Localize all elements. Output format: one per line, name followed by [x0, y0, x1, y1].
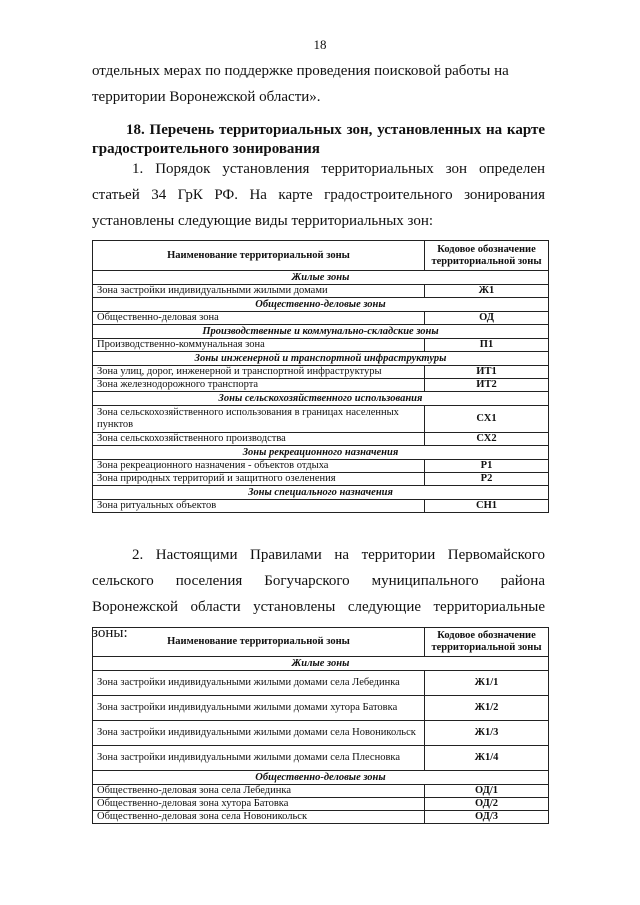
zone-name: Зона застройки индивидуальными жилыми домами села Лебединка	[93, 671, 425, 696]
zones-table-1	[92, 240, 549, 513]
paragraph-2: 2. Настоящими Правилами на территории Первомайского сельского поселения Богучарского муниципального района Воронежской области установлены следующие территориальные зоны:	[92, 547, 545, 641]
table-row	[93, 500, 549, 513]
header-zone-name: Наименование территориальной зоны	[93, 628, 425, 657]
table-row	[93, 406, 549, 433]
group-title: Зоны специального назначения	[93, 486, 549, 500]
group-title: Общественно-деловые зоны	[93, 771, 549, 785]
zone-name: Зона застройки индивидуальными жилыми домами	[93, 285, 425, 298]
zone-name: Зона застройки индивидуальными жилыми домами хутора Батовка	[93, 696, 425, 721]
table-header-row	[93, 628, 549, 657]
zone-code: Р2	[425, 473, 549, 486]
zone-code: Ж1	[425, 285, 549, 298]
group-row	[93, 657, 549, 671]
zone-code: ИТ1	[425, 366, 549, 379]
zone-code: Р1	[425, 460, 549, 473]
zone-name: Зона сельскохозяйственного производства	[93, 433, 425, 446]
zone-name: Зона рекреационного назначения - объектов отдыха	[93, 460, 425, 473]
table-row	[93, 721, 549, 746]
group-row	[93, 298, 549, 312]
zone-code: СХ1	[425, 406, 549, 433]
zone-name: Общественно-деловая зона села Новоникольск	[93, 811, 425, 824]
group-row	[93, 486, 549, 500]
table-row	[93, 433, 549, 446]
zone-name: Зона застройки индивидуальными жилыми домами села Плесновка	[93, 746, 425, 771]
zone-code: Ж1/4	[425, 746, 549, 771]
group-row	[93, 771, 549, 785]
group-title: Зоны рекреационного назначения	[93, 446, 549, 460]
group-title: Общественно-деловые зоны	[93, 298, 549, 312]
group-title: Производственные и коммунально-складские зоны	[93, 325, 549, 339]
group-row	[93, 446, 549, 460]
page-number: 18	[313, 37, 327, 52]
table-row	[93, 798, 549, 811]
table-row	[93, 379, 549, 392]
group-row	[93, 352, 549, 366]
group-row	[93, 392, 549, 406]
table-row	[93, 671, 549, 696]
zone-code: ОД	[425, 312, 549, 325]
zone-code: Ж1/1	[425, 671, 549, 696]
zone-code: ОД/2	[425, 798, 549, 811]
zone-name: Зона застройки индивидуальными жилыми домами села Новоникольск	[93, 721, 425, 746]
header-zone-code: Кодовое обозначение территориальной зоны	[425, 628, 549, 657]
zone-name: Общественно-деловая зона хутора Батовка	[93, 798, 425, 811]
zone-name: Зона сельскохозяйственного использования в границах населенных пунктов	[93, 406, 425, 433]
zone-name: Общественно-деловая зона села Лебединка	[93, 785, 425, 798]
section-heading: 18. Перечень территориальных зон, установленных на карте градостроительного зонирования	[92, 122, 545, 157]
group-row	[93, 271, 549, 285]
zone-code: Ж1/3	[425, 721, 549, 746]
zones-table-2	[92, 627, 549, 824]
table-row	[93, 285, 549, 298]
group-row	[93, 325, 549, 339]
zone-code: СН1	[425, 500, 549, 513]
zone-code: Ж1/2	[425, 696, 549, 721]
table-row	[93, 473, 549, 486]
group-title: Жилые зоны	[93, 271, 549, 285]
header-zone-code: Кодовое обозначение территориальной зоны	[425, 241, 549, 271]
zone-code: СХ2	[425, 433, 549, 446]
zone-name: Общественно-деловая зона	[93, 312, 425, 325]
zone-name: Зона природных территорий и защитного озеленения	[93, 473, 425, 486]
group-title: Жилые зоны	[93, 657, 549, 671]
header-zone-name: Наименование территориальной зоны	[93, 241, 425, 271]
zone-name: Зона ритуальных объектов	[93, 500, 425, 513]
table-header-row	[93, 241, 549, 271]
zone-code: ОД/3	[425, 811, 549, 824]
continuation-paragraph: отдельных мерах по поддержке проведения поисковой работы на территории Воронежской области».	[92, 63, 509, 105]
table-row	[93, 339, 549, 352]
zone-code: ОД/1	[425, 785, 549, 798]
table-row	[93, 811, 549, 824]
table-row	[93, 460, 549, 473]
zone-name: Производственно-коммунальная зона	[93, 339, 425, 352]
group-title: Зоны инженерной и транспортной инфраструктуры	[93, 352, 549, 366]
zone-code: ИТ2	[425, 379, 549, 392]
table-row	[93, 312, 549, 325]
table-row	[93, 366, 549, 379]
table-row	[93, 785, 549, 798]
table-row	[93, 696, 549, 721]
zone-code: П1	[425, 339, 549, 352]
zone-name: Зона улиц, дорог, инженерной и транспортной инфраструктуры	[93, 366, 425, 379]
table-row	[93, 746, 549, 771]
paragraph-1: 1. Порядок установления территориальных зон определен статьей 34 ГрК РФ. На карте градостроительного зонирования установлены следующие виды территориальных зон:	[92, 161, 545, 229]
zone-name: Зона железнодорожного транспорта	[93, 379, 425, 392]
group-title: Зоны сельскохозяйственного использования	[93, 392, 549, 406]
